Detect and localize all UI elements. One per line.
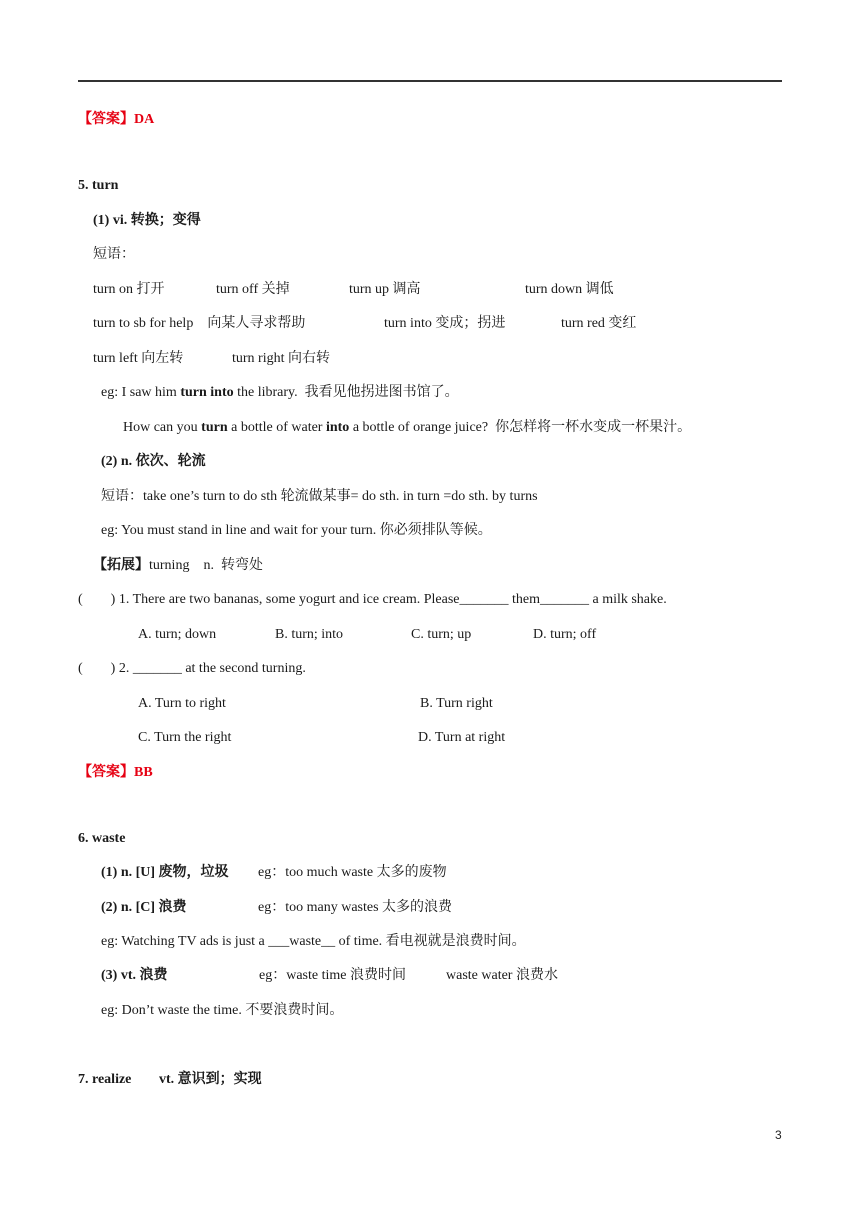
section-heading: 6. waste	[78, 831, 126, 846]
header-rule	[78, 80, 782, 82]
option: B. turn; into	[275, 627, 344, 642]
phrase: turn down 调低	[525, 282, 614, 297]
question: ( ) 1. There are two bananas, some yogurt and ice cream. Please_______ them_______ a milk shake.	[78, 592, 667, 607]
phrase: turn red 变红	[561, 316, 637, 331]
section-heading: 7. realize	[78, 1072, 132, 1087]
phrase: turn into 变成；拐进	[384, 316, 506, 331]
phrase: turn to sb for help 向某人寻求帮助	[93, 316, 306, 331]
example-sentence: eg: You must stand in line and wait for your turn. 你必须排队等候。	[101, 523, 492, 538]
option: C. Turn the right	[138, 730, 232, 745]
definition: (1) n. [U] 废物，垃圾	[101, 865, 229, 880]
option: D. Turn at right	[418, 730, 506, 745]
answer-label: 【答案】DA	[78, 112, 155, 127]
phrase-line: 短语：take one’s turn to do sth 轮流做某事= do sth. in turn =do sth. by turns	[101, 489, 538, 504]
phrase: turn right 向右转	[232, 351, 330, 366]
example: waste water 浪费水	[446, 968, 558, 983]
extension-line: 【拓展】turning n. 转弯处	[93, 558, 263, 573]
answer-label: 【答案】BB	[78, 765, 153, 780]
example-sentence: eg: Watching TV ads is just a ___waste__ of time. 看电视就是浪费时间。	[101, 934, 526, 949]
page-number: 3	[775, 1128, 782, 1142]
phrase: turn off 关掉	[216, 282, 290, 297]
phrase: turn up 调高	[349, 282, 421, 297]
example-sentence: eg: I saw him turn into the library. 我看见他拐进图书馆了。	[101, 385, 459, 400]
phrase: turn on 打开	[93, 282, 165, 297]
example-sentence: eg: Don’t waste the time. 不要浪费时间。	[101, 1003, 344, 1018]
section-heading: 5. turn	[78, 178, 119, 193]
option: A. Turn to right	[138, 696, 226, 711]
sub-heading: (2) n. 依次、轮流	[101, 454, 206, 469]
question: ( ) 2. _______ at the second turning.	[78, 661, 306, 676]
example: eg：too much waste 太多的废物	[258, 865, 447, 880]
phrase: turn left 向左转	[93, 351, 184, 366]
example: eg：waste time 浪费时间	[259, 968, 406, 983]
option: D. turn; off	[533, 627, 597, 642]
definition: (3) vt. 浪费	[101, 968, 168, 983]
definition: (2) n. [C] 浪费	[101, 900, 187, 915]
option: A. turn; down	[138, 627, 217, 642]
definition: vt. 意识到；实现	[159, 1072, 262, 1087]
example-sentence: How can you turn a bottle of water into a bottle of orange juice? 你怎样将一杯水变成一杯果汁。	[123, 420, 692, 435]
example: eg：too many wastes 太多的浪费	[258, 900, 453, 915]
sub-heading: (1) vi. 转换；变得	[93, 213, 201, 228]
option: C. turn; up	[411, 627, 472, 642]
phrase-label: 短语：	[93, 247, 135, 262]
option: B. Turn right	[420, 696, 493, 711]
